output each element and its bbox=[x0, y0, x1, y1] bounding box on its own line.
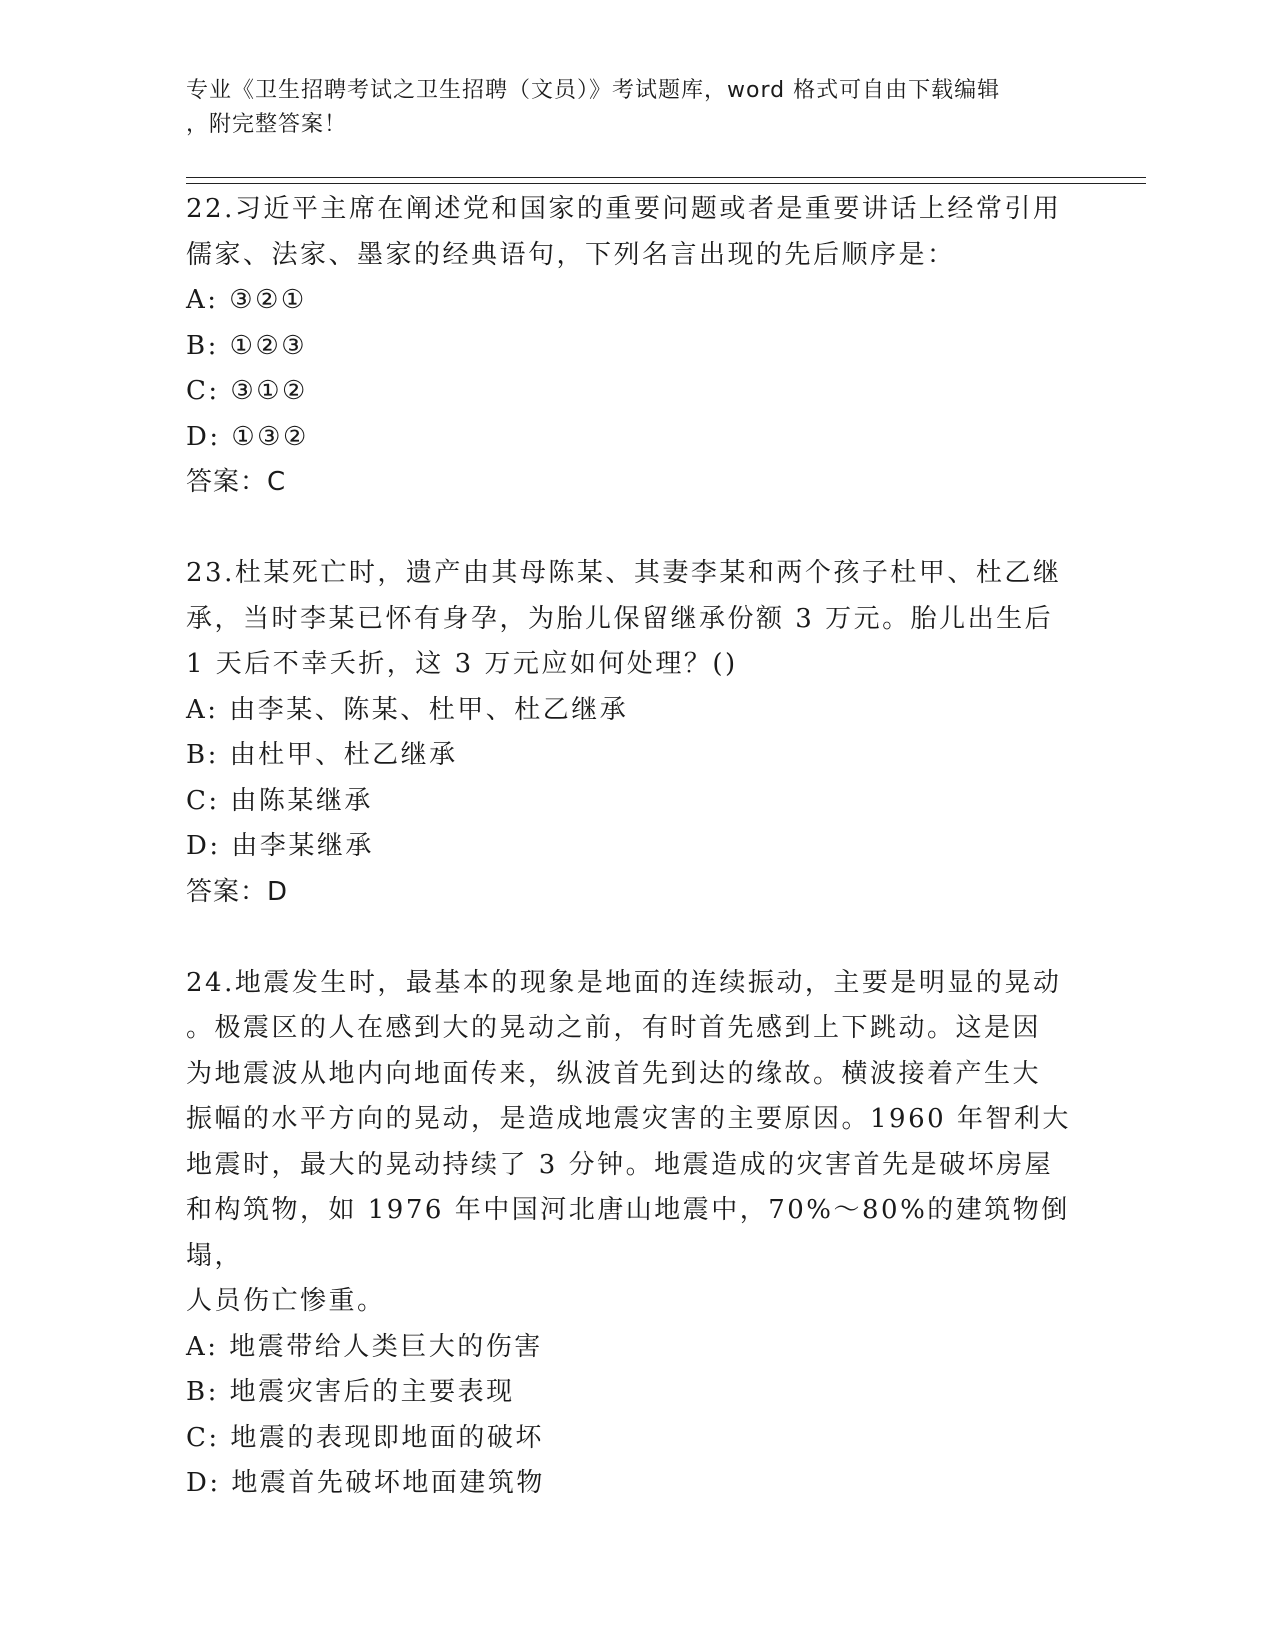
header-divider-top bbox=[186, 177, 1146, 178]
question-23 bbox=[186, 551, 1086, 915]
option-b: B: 地震灾害后的主要表现 bbox=[186, 1377, 515, 1407]
question-stem-line: 承，当时李某已怀有身孕，为胎儿保留继承份额 3 万元。胎儿出生后 bbox=[186, 603, 1054, 634]
option-b: B: 由杜甲、杜乙继承 bbox=[186, 740, 458, 770]
option-a: A: ③②① bbox=[186, 285, 307, 315]
option-c: C: 地震的表现即地面的破坏 bbox=[186, 1422, 544, 1453]
header-line-1: 专业《卫生招聘考试之卫生招聘（文员）》考试题库，word 格式可自由下载编辑 bbox=[186, 78, 1001, 103]
question-22 bbox=[186, 187, 1086, 506]
header-line-2: ，附完整答案！ bbox=[186, 112, 348, 137]
answer-label: 答案：C bbox=[186, 467, 287, 497]
option-d: D: 地震首先破坏地面建筑物 bbox=[186, 1468, 545, 1498]
question-stem-line: 1 天后不幸夭折，这 3 万元应如何处理？() bbox=[186, 649, 738, 679]
question-24 bbox=[186, 961, 1086, 1507]
question-stem-line: 23.杜某死亡时，遗产由其母陈某、其妻李某和两个孩子杜甲、杜乙继 bbox=[186, 558, 1062, 588]
question-stem-line: 人员伤亡惨重。 bbox=[186, 1286, 386, 1316]
question-spacer bbox=[186, 506, 1086, 552]
question-stem-line: 振幅的水平方向的晃动，是造成地震灾害的主要原因。1960 年智利大 bbox=[186, 1104, 1071, 1134]
answer-label: 答案：D bbox=[186, 876, 289, 907]
option-a: A: 地震带给人类巨大的伤害 bbox=[186, 1331, 543, 1362]
question-stem-line: 和构筑物，如 1976 年中国河北唐山地震中，70%～80%的建筑物倒塌， bbox=[186, 1195, 1070, 1271]
question-stem-line: 为地震波从地内向地面传来，纵波首先到达的缘故。横波接着产生大 bbox=[186, 1058, 1042, 1089]
header-divider-bottom bbox=[186, 183, 1146, 184]
option-a: A: 由李某、陈某、杜甲、杜乙继承 bbox=[186, 694, 629, 725]
question-stem-line: 地震时，最大的晃动持续了 3 分钟。地震造成的灾害首先是破坏房屋 bbox=[186, 1149, 1054, 1180]
option-d: D: 由李某继承 bbox=[186, 831, 374, 861]
option-c: C: ③①② bbox=[186, 376, 308, 406]
question-stem-line: 。极震区的人在感到大的晃动之前，有时首先感到上下跳动。这是因 bbox=[186, 1013, 1042, 1043]
question-stem-line: 22.习近平主席在阐述党和国家的重要问题或者是重要讲话上经常引用 bbox=[186, 194, 1062, 224]
option-b: B: ①②③ bbox=[186, 330, 308, 361]
question-stem-line: 24.地震发生时，最基本的现象是地面的连续振动，主要是明显的晃动 bbox=[186, 967, 1062, 998]
document-header bbox=[186, 74, 1066, 142]
option-c: C: 由陈某继承 bbox=[186, 785, 373, 816]
option-d: D: ①③② bbox=[186, 421, 309, 452]
question-list bbox=[186, 187, 1086, 1507]
question-spacer bbox=[186, 915, 1086, 961]
question-stem-line: 儒家、法家、墨家的经典语句，下列名言出现的先后顺序是： bbox=[186, 239, 956, 270]
